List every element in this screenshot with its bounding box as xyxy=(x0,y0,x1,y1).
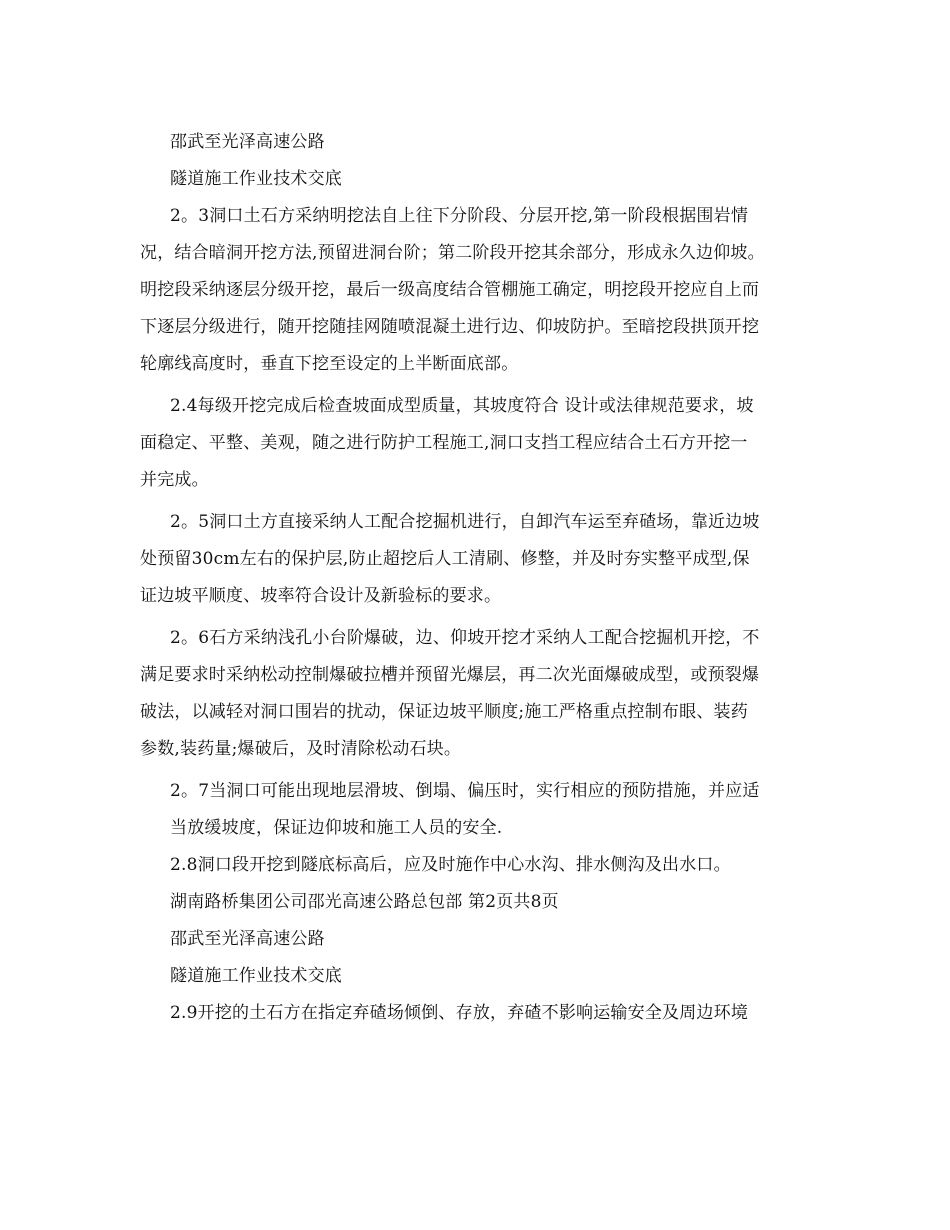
paragraph-2-3-line: 明挖段采纳逐层分级开挖，最后一级高度结合管棚施工确定，明挖段开挖应自上而 xyxy=(140,280,760,300)
document-body xyxy=(140,124,820,1032)
paragraph-2-3-line: 下逐层分级进行，随开挖随挂网随喷混凝土进行边、仰坡防护。至暗挖段拱顶开挖 xyxy=(140,317,760,337)
project-title: 邵武至光泽高速公路 xyxy=(170,132,325,152)
paragraph-2-8-line: 2.8洞口段开挖到隧底标高后，应及时施作中心水沟、排水侧沟及出水口。 xyxy=(170,855,731,875)
paragraph-2-6-line: 满足要求时采纳松动控制爆破拉槽并预留光爆层，再二次光面爆破成型，或预裂爆 xyxy=(140,665,760,685)
paragraph-2-6-line: 2。6石方采纳浅孔小台阶爆破，边、仰坡开挖才采纳人工配合挖掘机开挖，不 xyxy=(170,628,760,648)
paragraph-2-3-line: 况，结合暗洞开挖方法,预留进洞台阶；第二阶段开挖其余部分，形成永久边仰坡。 xyxy=(140,243,765,263)
paragraph-2-5-line: 2。5洞口土方直接采纳人工配合挖掘机进行，自卸汽车运至弃碴场，靠近边坡 xyxy=(170,512,760,532)
document-title: 隧道施工作业技术交底 xyxy=(170,966,342,986)
paragraph-2-4-line: 2.4每级开挖完成后检查坡面成型质量，其坡度符合 设计或法律规范要求，坡 xyxy=(170,396,754,416)
paragraph-2-7-line: 当放缓坡度，保证边仰坡和施工人员的安全. xyxy=(170,818,503,838)
paragraph-2-9-line: 2.9开挖的土石方在指定弃碴场倾倒、存放，弃碴不影响运输安全及周边环境 xyxy=(170,1003,749,1023)
document-title: 隧道施工作业技术交底 xyxy=(170,169,342,189)
paragraph-2-3-line: 轮廓线高度时，垂直下挖至设定的上半断面底部。 xyxy=(140,354,519,374)
page-footer: 湖南路桥集团公司邵光高速公路总包部 第2页共8页 xyxy=(170,892,559,912)
paragraph-2-5-line: 证边坡平顺度、坡率符合设计及新验标的要求。 xyxy=(140,586,502,606)
paragraph-2-6-line: 破法，以减轻对洞口围岩的扰动，保证边坡平顺度;施工严格重点控制布眼、装药 xyxy=(140,702,748,722)
paragraph-2-4-line: 并完成。 xyxy=(140,470,209,490)
paragraph-2-4-line: 面稳定、平整、美观，随之进行防护工程施工,洞口支挡工程应结合土石方开挖一 xyxy=(140,433,748,453)
paragraph-2-3-line: 2。3洞口土石方采纳明挖法自上往下分阶段、分层开挖,第一阶段根据围岩情 xyxy=(170,206,749,226)
paragraph-2-5-line: 处预留30cm左右的保护层,防止超挖后人工清刷、修整，并及时夯实整平成型,保 xyxy=(140,549,750,569)
project-title: 邵武至光泽高速公路 xyxy=(170,929,325,949)
paragraph-2-6-line: 参数,装药量;爆破后，及时清除松动石块。 xyxy=(140,739,462,759)
paragraph-2-7-line: 2。7当洞口可能出现地层滑坡、倒塌、偏压时，实行相应的预防措施，并应适 xyxy=(170,781,760,801)
